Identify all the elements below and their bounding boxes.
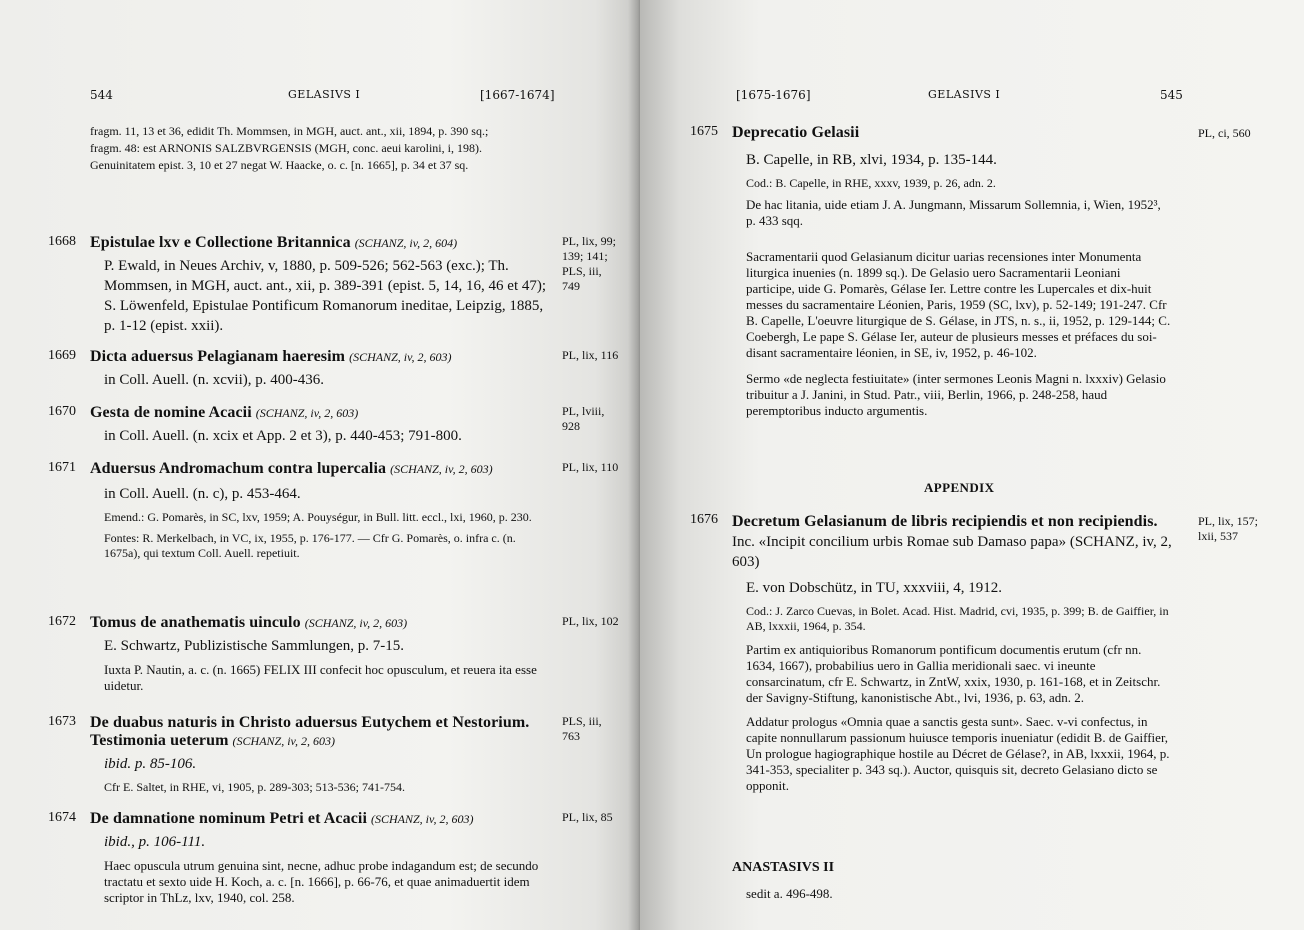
entry-number: 1671 xyxy=(48,460,76,475)
entry-edition: P. Ewald, in Neues Archiv, v, 1880, p. 509-526; 562-563 (exc.); Th. Mommsen, in MGH, auct. ant., xii, p. 389-391 (epist. 5, 14, 16, 46 et 47); S. Löwenfeld, Epistulae Pontificum Romanorum ineditae, Leipzig, 1885, p. 1-12 (epist. xxii). xyxy=(104,258,547,334)
intro-line-1: fragm. 11, 13 et 36, edidit Th. Mommsen, in MGH, auct. ant., xii, 1894, p. 390 sq.; xyxy=(90,124,489,138)
entry-fontes: Fontes: R. Merkelbach, in VC, ix, 1955, p. 176-177. — Cfr G. Pomarès, o. infra c. (n. 1675a), qui textum Coll. Auell. repetiuit. xyxy=(104,531,516,560)
entry-scope: (SCHANZ, iv, 2, 603) xyxy=(390,462,493,476)
entry-edition: ibid. p. 85-106. xyxy=(104,756,197,772)
entry-para-3: Sermo «de neglecta festiuitate» (inter sermones Leonis Magni n. lxxxiv) Gelasio tribuitur a J. Janini, in Stud. Patr., viii, Berlin, 1966, p. 248-258, haud peremptoribus inducto argumentis. xyxy=(746,371,1166,418)
entry-note: Haec opuscula utrum genuina sint, necne, adhuc probe indagandum est; de secundo tractatu et sexto uide H. Koch, a. c. [n. 1666], p. 66-76, et quae animaduertit idem scriptor in ThLz, lxv, 1940, col. 258. xyxy=(104,858,539,905)
entry-title: Aduersus Andromachum contra lupercalia xyxy=(90,460,387,477)
right-page-number: 545 xyxy=(1160,88,1183,102)
entry-edition: B. Capelle, in RB, xlvi, 1934, p. 135-144. xyxy=(746,152,997,168)
left-range: [1667-1674] xyxy=(480,88,555,102)
entry-title: De damnatione nominum Petri et Acacii xyxy=(90,810,367,827)
entry-title: Gesta de nomine Acacii xyxy=(90,404,252,421)
entry-scope: (SCHANZ, iv, 2, 603) xyxy=(255,406,359,420)
entry-edition: in Coll. Auell. (n. c), p. 453-464. xyxy=(104,486,301,502)
entry-scope: (SCHANZ, iv, 2, 603) xyxy=(349,350,452,364)
entry-number: 1674 xyxy=(48,810,76,825)
left-running-title: GELASIVS I xyxy=(288,88,361,101)
entry-scope: (SCHANZ, iv, 2, 603) xyxy=(232,734,335,748)
entry-emend: Emend.: G. Pomarès, in SC, lxv, 1959; A. Pouységur, in Bull. litt. eccl., lxi, 1960, p. 230. xyxy=(104,510,532,524)
entry-note: Iuxta P. Nautin, a. c. (n. 1665) FELIX III confecit hoc opusculum, et reuera ita esse uidetur. xyxy=(104,662,537,693)
left-page xyxy=(0,0,640,930)
entry-edition: in Coll. Auell. (n. xcvii), p. 400-436. xyxy=(104,372,324,388)
entry-incipit: Inc. «Incipit concilium urbis Romae sub Damaso papa» (SCHANZ, iv, 2, 603) xyxy=(732,534,1172,570)
entry-para-2: Sacramentarii quod Gelasianum dicitur uarias recensiones inter Monumenta liturgica inuenies (n. 1899 sq.). De Gelasio uero Sacramentarii Leoniani participe, uide G. Pomarès, Gélase Ier. Lettre contre les Lupercales et dix-huit messes du sacramentaire Léonien, Paris, 1959 (SC, lxv), p. 52-149; 191-247. Cfr B. Capelle, L'oeuvre liturgique de S. Gélase, in JTS, n. s., ii, 1952, p. 129-144; C. Coebergh, Le pape S. Gélase Ier, auteur de plusieurs messes et préfaces du soi-disant sacramentaire léonien, in SE, iv, 1952, p. 46-102. xyxy=(746,249,1171,360)
entry-para-1: Partim ex antiquioribus Romanorum pontificum documentis erutum (cfr nn. 1634, 1667), probabilius uero in Gallia meridionali saec. vi ineunte consarcinatum, cfr E. Schwartz, in ZntW, xxix, 1930, p. 161-168, et in Zeitschr. der Savigny-Stiftung, kanonistische Abt., lvi, 1936, p. 63, adn. 2. xyxy=(746,642,1161,705)
entry-ref: PL, lix, 102 xyxy=(562,614,619,628)
entry-edition: E. Schwartz, Publizistische Sammlungen, p. 7-15. xyxy=(104,638,404,654)
entry-ref: PL, lviii, 928 xyxy=(562,404,605,433)
entry-para-2: Addatur prologus «Omnia quae a sanctis gesta sunt». Saec. v-vi confectus, in capite nonnullarum passionum huiusce temporis inueniatur (edidit B. de Gaiffier, Un prologue hagiographique hostile au Décret de Gélase?, in AB, lxxxii, 1964, p. 341-353, specialiter p. 343 sq.). Auctor, quisquis sit, decreto Gelasiano dicto se opponit. xyxy=(746,714,1170,793)
anastasius-heading: ANASTASIVS II xyxy=(732,860,835,875)
right-range: [1675-1676] xyxy=(736,88,811,102)
intro-block xyxy=(90,124,550,173)
entry-cod: Cod.: B. Capelle, in RHE, xxxv, 1939, p. 26, adn. 2. xyxy=(746,176,996,190)
entry-number: 1669 xyxy=(48,348,76,363)
entry-title: Dicta aduersus Pelagianam haeresim xyxy=(90,348,346,365)
entry-scope: (SCHANZ, iv, 2, 603) xyxy=(304,616,408,630)
entry-number: 1672 xyxy=(48,614,76,629)
entry-para-1: De hac litania, uide etiam J. A. Jungmann, Missarum Sollemnia, i, Wien, 1952³, p. 433 sqq. xyxy=(746,197,1161,228)
entry-edition: ibid., p. 106-111. xyxy=(104,834,206,850)
right-page xyxy=(640,0,1304,930)
entry-title: De duabus naturis in Christo aduersus Eutychem et Nestorium. Testimonia ueterum xyxy=(90,714,530,749)
entry-number: 1673 xyxy=(48,714,76,729)
intro-line-2: fragm. 48: est ARNONIS SALZBVRGENSIS (MGH, conc. aeui karolini, i, 198). xyxy=(90,141,482,155)
entry-scope: (SCHANZ, iv, 2, 603) xyxy=(371,812,474,826)
entry-ref: PL, lix, 85 xyxy=(562,810,613,824)
entry-title: Tomus de anathematis uinculo xyxy=(90,614,301,631)
entry-ref: PLS, iii, 763 xyxy=(562,714,602,743)
entry-number: 1668 xyxy=(48,234,76,249)
entry-ref: PL, ci, 560 xyxy=(1198,126,1251,140)
entry-ref: PL, lix, 116 xyxy=(562,348,619,362)
entry-number: 1676 xyxy=(690,512,718,527)
appendix-heading: APPENDIX xyxy=(924,480,995,495)
entry-ref: PL, lix, 157; lxii, 537 xyxy=(1198,514,1259,543)
entry-cod: Cod.: J. Zarco Cuevas, in Bolet. Acad. Hist. Madrid, cvi, 1935, p. 399; B. de Gaiffier, in AB, lxxxii, 1964, p. 354. xyxy=(746,604,1169,633)
left-page-number: 544 xyxy=(90,88,113,102)
entry-title: Epistulae lxv e Collectione Britannica xyxy=(90,234,351,251)
entry-edition: E. von Dobschütz, in TU, xxxviii, 4, 1912. xyxy=(746,580,1002,596)
entry-note: Cfr E. Saltet, in RHE, vi, 1905, p. 289-303; 513-536; 741-754. xyxy=(104,780,405,794)
anastasius-sedit: sedit a. 496-498. xyxy=(746,886,833,901)
entry-ref: PL, lix, 110 xyxy=(562,460,619,474)
entry-edition: in Coll. Auell. (n. xcix et App. 2 et 3), p. 440-453; 791-800. xyxy=(104,428,462,444)
entry-number: 1675 xyxy=(690,124,718,139)
entry-number: 1670 xyxy=(48,404,76,419)
entry-title: Decretum Gelasianum de libris recipiendis et non recipiendis. xyxy=(732,513,1158,530)
intro-line-3: Genuinitatem epist. 3, 10 et 27 negat W. Haacke, o. c. [n. 1665], p. 34 et 37 sq. xyxy=(90,158,469,172)
entry-ref: PL, lix, 99; 139; 141; PLS, iii, 749 xyxy=(562,234,617,293)
entry-title: Deprecatio Gelasii xyxy=(732,124,860,141)
right-running-title: GELASIVS I xyxy=(928,88,1001,101)
entry-scope: (SCHANZ, iv, 2, 604) xyxy=(354,236,458,250)
